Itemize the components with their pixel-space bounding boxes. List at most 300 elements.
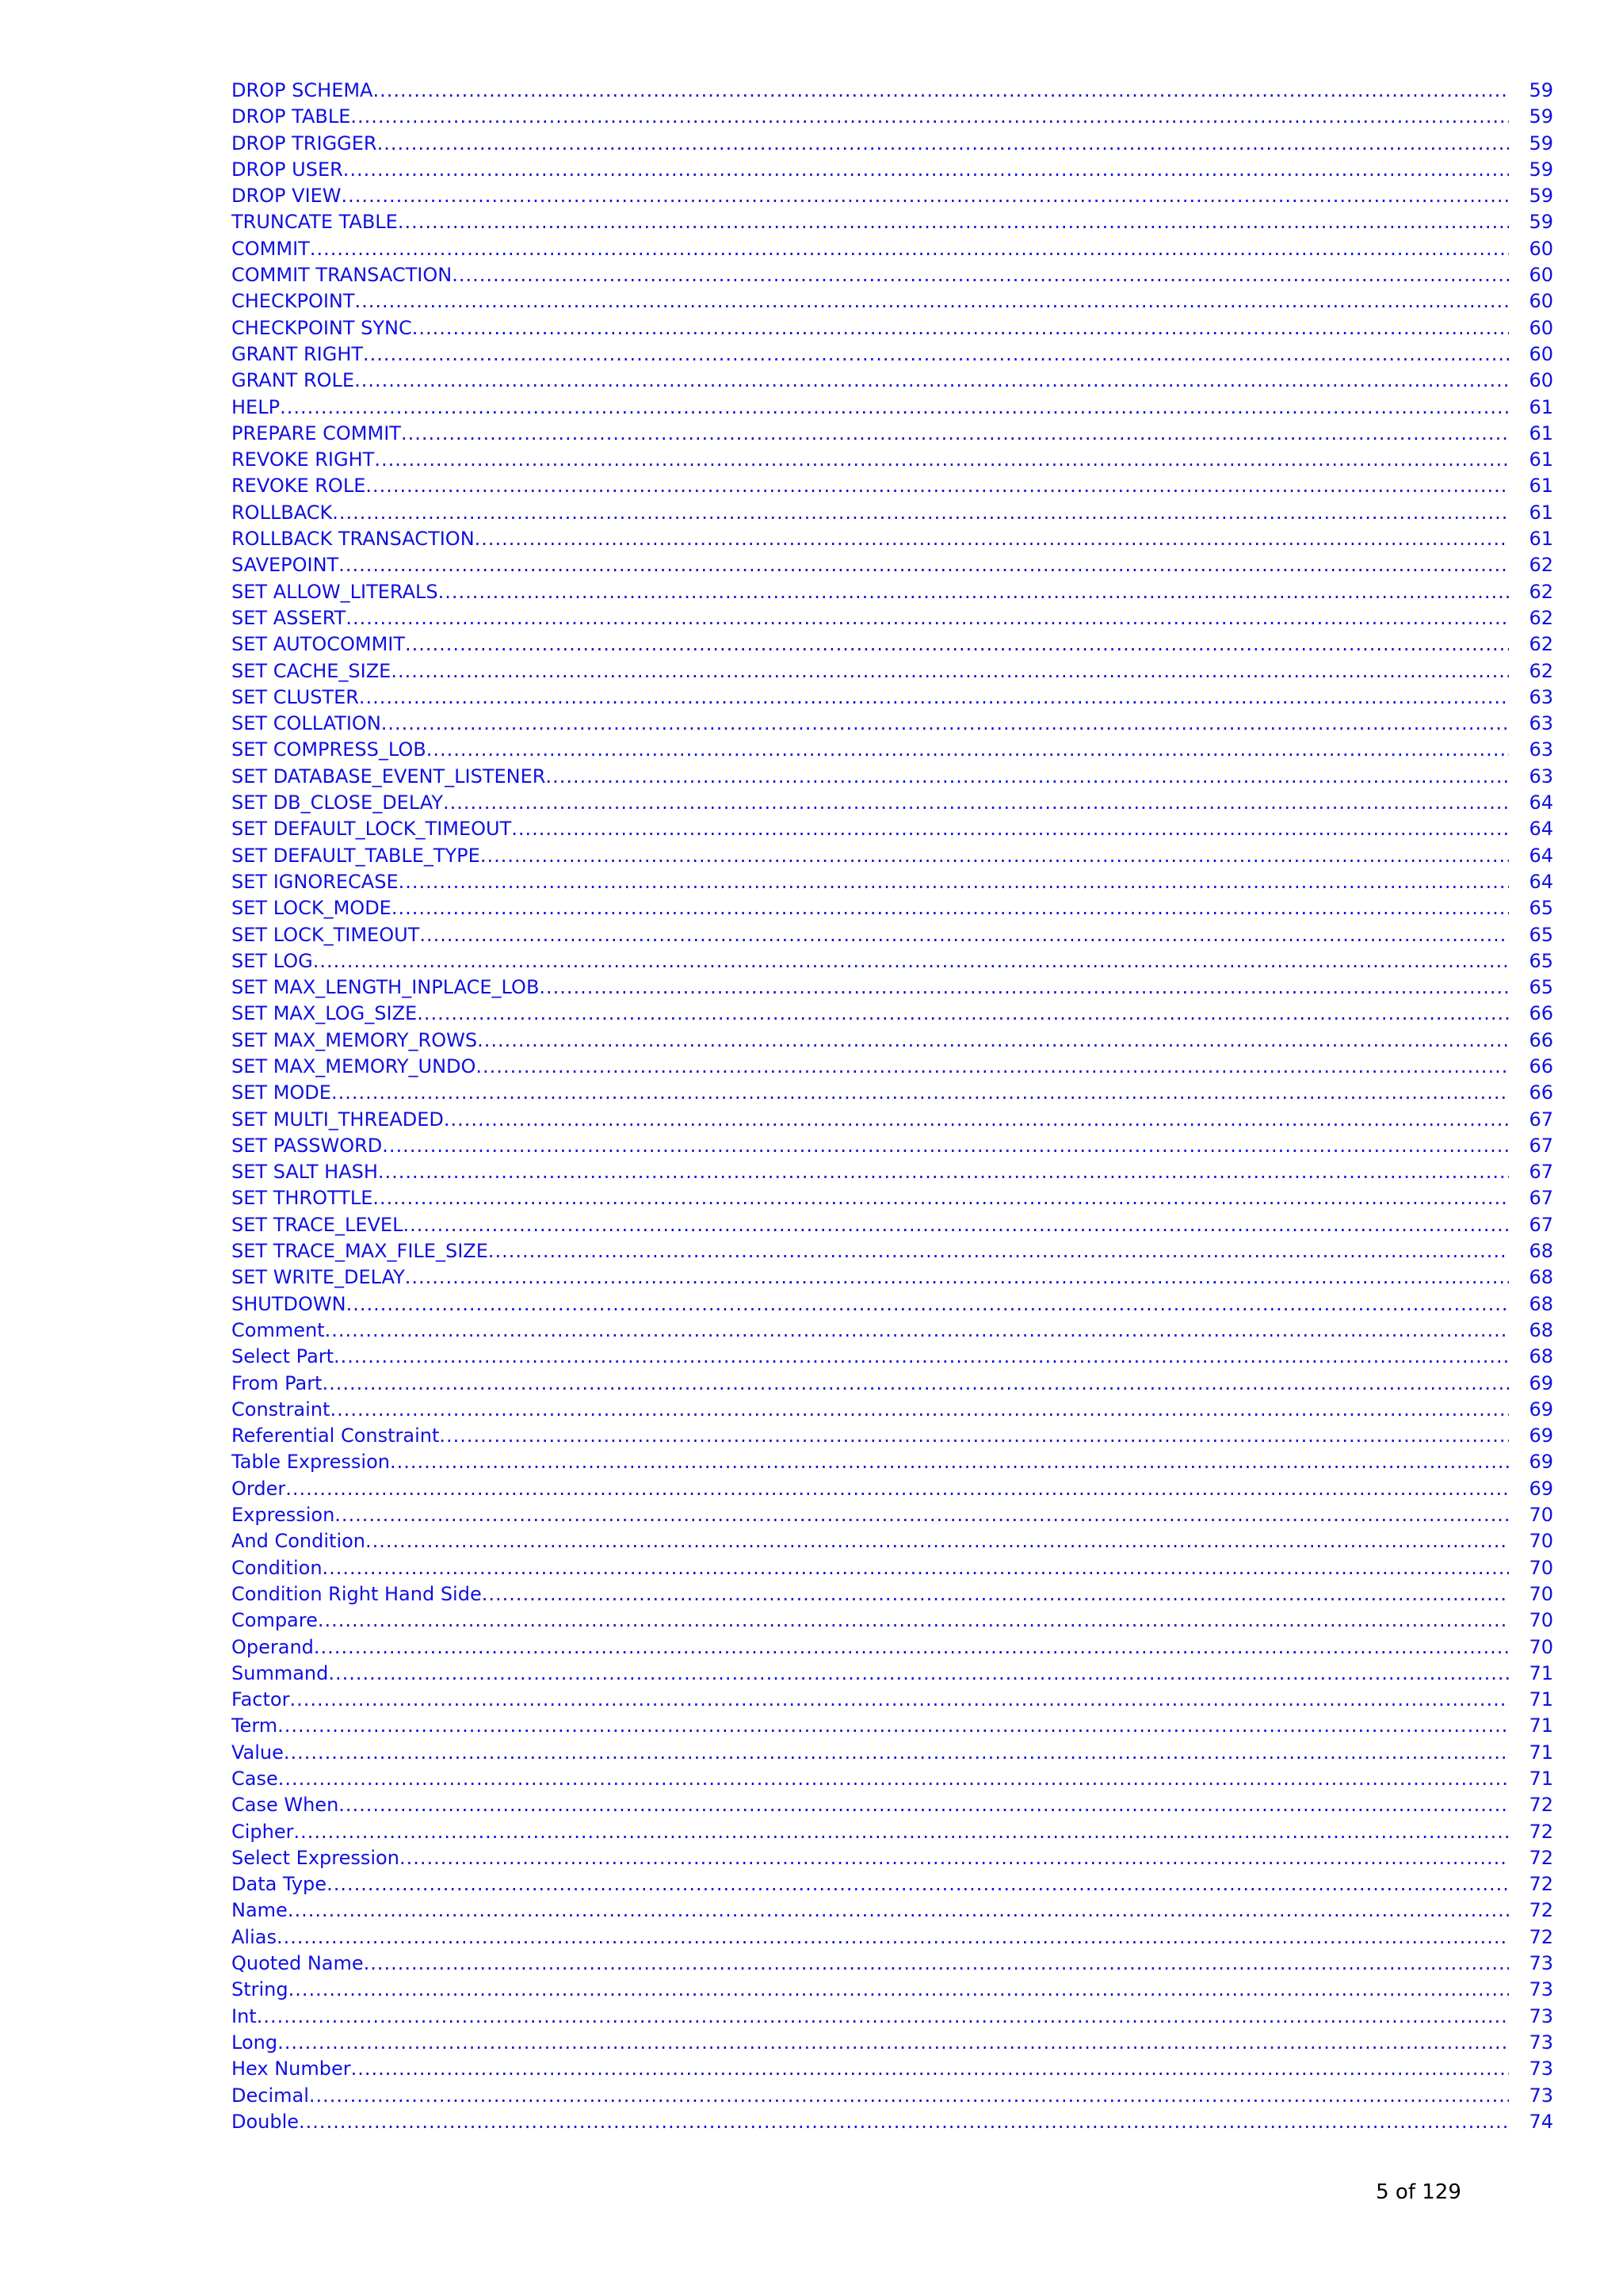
toc-dot-leader	[359, 685, 1509, 711]
toc-entry-title[interactable]: SET TRACE_LEVEL	[231, 1213, 403, 1236]
toc-dot-leader	[280, 395, 1509, 421]
toc-entry-title[interactable]: Double	[231, 2110, 300, 2133]
toc-entry-link[interactable]	[231, 1713, 1553, 1739]
toc-entry-title[interactable]: Case	[231, 1768, 278, 1790]
toc-entry-title[interactable]: ROLLBACK	[231, 501, 333, 524]
toc-entry-link[interactable]	[231, 421, 1553, 447]
toc-entry-page-number[interactable]: 62	[1529, 633, 1553, 656]
toc-entry-link[interactable]	[231, 974, 1553, 1001]
toc-entry-link[interactable]	[231, 764, 1553, 790]
toc-entry-page-number[interactable]: 67	[1529, 1187, 1553, 1210]
toc-dot-leader	[452, 262, 1509, 288]
toc-entry-title[interactable]: SET LOCK_MODE	[231, 897, 391, 920]
toc-entry-link[interactable]	[231, 658, 1553, 685]
toc-entry-link[interactable]	[231, 1397, 1553, 1423]
toc-entry-title[interactable]: SET LOG	[231, 949, 313, 972]
toc-entry-page-number[interactable]: 59	[1529, 158, 1553, 181]
toc-entry-page-number[interactable]: 60	[1529, 237, 1553, 260]
toc-dot-leader	[299, 2109, 1509, 2135]
toc-entry-title[interactable]: Term	[231, 1714, 278, 1737]
toc-entry-title[interactable]: Case When	[231, 1794, 339, 1817]
toc-entry-page-number[interactable]: 62	[1529, 554, 1553, 577]
toc-entry-link[interactable]	[231, 1528, 1553, 1554]
toc-entry-link[interactable]	[231, 1185, 1553, 1211]
toc-entry-title[interactable]: Hex Number	[231, 2058, 351, 2081]
toc-entry-title[interactable]: SET CLUSTER	[231, 685, 359, 708]
toc-entry-link[interactable]	[231, 869, 1553, 895]
toc-entry-link[interactable]	[231, 288, 1553, 315]
toc-entry-title[interactable]: ROLLBACK TRANSACTION	[231, 528, 475, 551]
toc-entry-title[interactable]: CHECKPOINT SYNC	[231, 316, 412, 339]
toc-dot-leader	[403, 1212, 1509, 1238]
toc-entry-link[interactable]	[231, 1371, 1553, 1397]
toc-dot-leader	[346, 605, 1509, 631]
toc-entry-page-number[interactable]: 69	[1529, 1451, 1553, 1474]
toc-dot-leader	[398, 209, 1509, 235]
toc-dot-leader	[313, 948, 1509, 974]
toc-entry-page-number[interactable]: 61	[1529, 395, 1553, 418]
toc-dot-leader	[334, 1344, 1509, 1370]
toc-entry-link[interactable]	[231, 1924, 1553, 1951]
toc-entry-page-number[interactable]: 64	[1529, 791, 1553, 814]
toc-entry-title[interactable]: SET AUTOCOMMIT	[231, 633, 406, 656]
toc-entry-link[interactable]	[231, 2004, 1553, 2030]
toc-entry-title[interactable]: DROP USER	[231, 158, 343, 181]
toc-entry-page-number[interactable]: 69	[1529, 1398, 1553, 1421]
toc-entry-page-number[interactable]: 65	[1529, 923, 1553, 946]
toc-entry-title[interactable]: SET MAX_MEMORY_UNDO	[231, 1055, 476, 1077]
toc-dot-leader	[417, 1001, 1509, 1027]
toc-entry-link[interactable]	[231, 1107, 1553, 1133]
toc-dot-leader	[278, 1766, 1509, 1792]
toc-entry-page-number[interactable]: 60	[1529, 264, 1553, 287]
toc-entry-link[interactable]	[231, 895, 1553, 921]
toc-dot-leader	[372, 1185, 1509, 1211]
toc-entry-title[interactable]: DROP SCHEMA	[231, 79, 373, 101]
toc-entry-link[interactable]	[231, 1740, 1553, 1766]
toc-entry-link[interactable]	[231, 1133, 1553, 1159]
toc-dot-leader	[309, 2083, 1509, 2109]
toc-entry-page-number[interactable]: 68	[1529, 1318, 1553, 1341]
toc-dot-leader	[391, 895, 1509, 921]
toc-entry-title[interactable]: Condition Right Hand Side	[231, 1582, 482, 1605]
toc-entry-link[interactable]	[231, 1661, 1553, 1687]
toc-entry-page-number[interactable]: 63	[1529, 738, 1553, 761]
toc-entry-page-number[interactable]: 60	[1529, 316, 1553, 339]
toc-entry-page-number[interactable]: 59	[1529, 211, 1553, 234]
toc-dot-leader	[277, 1713, 1509, 1739]
toc-entry-page-number[interactable]: 65	[1529, 949, 1553, 972]
toc-entry-page-number[interactable]: 61	[1529, 501, 1553, 524]
toc-entry-page-number[interactable]: 70	[1529, 1609, 1553, 1632]
toc-dot-leader	[545, 764, 1509, 790]
toc-entry-link[interactable]	[231, 1159, 1553, 1185]
toc-entry-link[interactable]	[231, 1080, 1553, 1106]
toc-dot-leader	[382, 1133, 1509, 1159]
toc-entry-page-number[interactable]: 64	[1529, 818, 1553, 841]
toc-dot-leader	[328, 1661, 1509, 1687]
toc-entry-page-number[interactable]: 71	[1529, 1714, 1553, 1737]
toc-entry-link[interactable]	[231, 1291, 1553, 1318]
toc-entry-page-number[interactable]: 69	[1529, 1425, 1553, 1447]
toc-entry-page-number[interactable]: 73	[1529, 2084, 1553, 2107]
toc-dot-leader	[511, 816, 1509, 842]
toc-entry-page-number[interactable]: 71	[1529, 1688, 1553, 1711]
toc-entry-title[interactable]: Data Type	[231, 1873, 327, 1896]
toc-entry-title[interactable]: Int	[231, 2004, 257, 2027]
toc-entry-link[interactable]	[231, 1766, 1553, 1792]
toc-entry-title[interactable]: GRANT ROLE	[231, 369, 355, 392]
toc-entry-link[interactable]	[231, 1238, 1553, 1264]
toc-entry-page-number[interactable]: 70	[1529, 1635, 1553, 1658]
toc-entry-link[interactable]	[231, 1845, 1553, 1871]
toc-entry-title[interactable]: SET MODE	[231, 1081, 331, 1104]
toc-entry-page-number[interactable]: 66	[1529, 1028, 1553, 1051]
toc-dot-leader	[390, 1449, 1509, 1475]
toc-dot-leader	[314, 1634, 1509, 1661]
toc-entry-page-number[interactable]: 62	[1529, 606, 1553, 629]
toc-entry-link[interactable]	[231, 948, 1553, 974]
toc-entry-link[interactable]	[231, 315, 1553, 341]
toc-dot-leader	[289, 1687, 1509, 1713]
toc-entry-title[interactable]: SET MAX_LENGTH_INPLACE_LOB	[231, 976, 540, 999]
toc-entry-title[interactable]: Comment	[231, 1318, 325, 1341]
toc-entry-link[interactable]	[231, 579, 1553, 605]
toc-entry-page-number[interactable]: 60	[1529, 369, 1553, 392]
toc-dot-leader	[323, 1555, 1509, 1581]
toc-entry-title[interactable]: SET COMPRESS_LOB	[231, 738, 426, 761]
toc-entry-link[interactable]	[231, 1423, 1553, 1449]
toc-entry-link[interactable]	[231, 1634, 1553, 1661]
toc-entry-title[interactable]: SET PASSWORD	[231, 1134, 383, 1157]
toc-entry-title[interactable]: Referential Constraint	[231, 1425, 440, 1447]
toc-entry-title[interactable]: TRUNCATE TABLE	[231, 211, 398, 234]
toc-dot-leader	[378, 1159, 1509, 1185]
toc-dot-leader	[334, 1502, 1509, 1528]
toc-entry-link[interactable]	[231, 78, 1553, 104]
toc-dot-leader	[342, 183, 1509, 209]
toc-entry-title[interactable]: Constraint	[231, 1398, 330, 1421]
toc-entry-link[interactable]	[231, 1264, 1553, 1291]
toc-entry-page-number[interactable]: 63	[1529, 712, 1553, 735]
toc-entry-page-number[interactable]: 64	[1529, 844, 1553, 867]
toc-entry-link[interactable]	[231, 685, 1553, 711]
toc-entry-title[interactable]: SET DEFAULT_TABLE_TYPE	[231, 844, 480, 867]
toc-dot-leader	[277, 1924, 1509, 1951]
toc-entry-title[interactable]: SET MAX_LOG_SIZE	[231, 1002, 418, 1025]
toc-entry-title[interactable]: SET SALT HASH	[231, 1161, 378, 1184]
toc-entry-title[interactable]: SET ASSERT	[231, 606, 346, 629]
toc-entry-title[interactable]: Select Expression	[231, 1846, 399, 1869]
toc-entry-title[interactable]: SET MAX_MEMORY_ROWS	[231, 1028, 478, 1051]
toc-entry-title[interactable]: Table Expression	[231, 1451, 390, 1474]
toc-entry-title[interactable]: SET THROTTLE	[231, 1187, 373, 1210]
toc-dot-leader	[350, 104, 1509, 130]
toc-dot-leader	[294, 1819, 1509, 1845]
toc-dot-leader	[325, 1318, 1509, 1344]
toc-entry-page-number[interactable]: 70	[1529, 1530, 1553, 1553]
toc-dot-leader	[310, 236, 1509, 262]
toc-dot-leader	[401, 421, 1509, 447]
toc-entry-page-number[interactable]: 72	[1529, 1925, 1553, 1948]
toc-entry-link[interactable]	[231, 500, 1553, 526]
toc-dot-leader	[331, 1080, 1509, 1106]
toc-entry-title[interactable]: SET ALLOW_LITERALS	[231, 580, 438, 603]
toc-entry-title[interactable]: Expression	[231, 1504, 335, 1527]
toc-dot-leader	[443, 790, 1509, 816]
toc-entry-title[interactable]: COMMIT	[231, 237, 310, 260]
toc-entry-link[interactable]	[231, 1001, 1553, 1027]
toc-entry-title[interactable]: SET DATABASE_EVENT_LISTENER	[231, 765, 546, 788]
toc-entry-title[interactable]: SET IGNORECASE	[231, 870, 399, 893]
toc-entry-page-number[interactable]: 61	[1529, 475, 1553, 498]
toc-entry-page-number[interactable]: 63	[1529, 765, 1553, 788]
toc-entry-page-number[interactable]: 66	[1529, 1081, 1553, 1104]
toc-dot-leader	[426, 737, 1509, 763]
toc-entry-page-number[interactable]: 68	[1529, 1292, 1553, 1315]
toc-dot-leader	[288, 1897, 1509, 1924]
toc-entry-page-number[interactable]: 72	[1529, 1794, 1553, 1817]
toc-entry-page-number[interactable]: 59	[1529, 185, 1553, 208]
toc-entry-title[interactable]: Select Part	[231, 1345, 334, 1368]
toc-entry-title[interactable]: SAVEPOINT	[231, 554, 339, 577]
toc-entry-page-number[interactable]: 73	[1529, 2004, 1553, 2027]
toc-entry-page-number[interactable]: 63	[1529, 685, 1553, 708]
toc-entry-page-number[interactable]: 66	[1529, 1055, 1553, 1077]
toc-entry-page-number[interactable]: 68	[1529, 1345, 1553, 1368]
toc-entry-page-number[interactable]: 68	[1529, 1266, 1553, 1289]
toc-entry-link[interactable]	[231, 1449, 1553, 1475]
toc-dot-leader	[374, 447, 1509, 473]
toc-entry-link[interactable]	[231, 262, 1553, 288]
toc-entry-title[interactable]: DROP TRIGGER	[231, 132, 377, 154]
toc-entry-title[interactable]: Value	[231, 1741, 284, 1764]
toc-entry-title[interactable]: Order	[231, 1477, 286, 1500]
toc-entry-page-number[interactable]: 71	[1529, 1661, 1553, 1684]
toc-entry-title[interactable]: Compare	[231, 1609, 318, 1632]
toc-entry-link[interactable]	[231, 1502, 1553, 1528]
toc-entry-page-number[interactable]: 60	[1529, 342, 1553, 365]
toc-entry-page-number[interactable]: 67	[1529, 1108, 1553, 1131]
toc-entry-link[interactable]	[231, 737, 1553, 763]
toc-entry-link[interactable]	[231, 1897, 1553, 1924]
toc-entry-page-number[interactable]: 65	[1529, 976, 1553, 999]
toc-entry-link[interactable]	[231, 473, 1553, 499]
toc-entry-page-number[interactable]: 72	[1529, 1820, 1553, 1843]
toc-entry-link[interactable]	[231, 1344, 1553, 1370]
toc-entry-page-number[interactable]: 59	[1529, 105, 1553, 128]
toc-entry-title[interactable]: Alias	[231, 1925, 277, 1948]
toc-entry-page-number[interactable]: 61	[1529, 448, 1553, 471]
toc-dot-leader	[288, 1977, 1509, 2003]
toc-dot-leader	[284, 1740, 1509, 1766]
toc-entry-page-number[interactable]: 74	[1529, 2110, 1553, 2133]
toc-entry-link[interactable]	[231, 790, 1553, 816]
toc-entry-link[interactable]	[231, 552, 1553, 578]
toc-entry-page-number[interactable]: 60	[1529, 290, 1553, 313]
toc-dot-leader	[363, 341, 1509, 368]
toc-entry-link[interactable]	[231, 1951, 1553, 1977]
toc-dot-leader	[439, 1423, 1509, 1449]
toc-entry-title[interactable]: DROP TABLE	[231, 105, 351, 128]
toc-entry-page-number[interactable]: 71	[1529, 1741, 1553, 1764]
toc-entry-title[interactable]: Operand	[231, 1635, 314, 1658]
toc-dot-leader	[412, 315, 1509, 341]
toc-entry-link[interactable]	[231, 104, 1553, 130]
toc-dot-leader	[330, 1397, 1509, 1423]
toc-entry-page-number[interactable]: 69	[1529, 1477, 1553, 1500]
toc-dot-leader	[405, 631, 1509, 658]
toc-entry-title[interactable]: SET CACHE_SIZE	[231, 659, 391, 682]
toc-entry-page-number[interactable]: 62	[1529, 659, 1553, 682]
page-number: 5 of 129	[1376, 2180, 1461, 2204]
toc-entry-title[interactable]: Decimal	[231, 2084, 309, 2107]
toc-dot-leader	[399, 869, 1509, 895]
toc-entry-page-number[interactable]: 67	[1529, 1213, 1553, 1236]
toc-entry-link[interactable]	[231, 922, 1553, 948]
toc-dot-leader	[277, 2030, 1509, 2056]
toc-dot-leader	[444, 1107, 1509, 1133]
toc-entry-link[interactable]	[231, 1054, 1553, 1080]
toc-entry-page-number[interactable]: 67	[1529, 1161, 1553, 1184]
toc-entry-page-number[interactable]: 73	[1529, 2031, 1553, 2054]
toc-dot-leader	[354, 368, 1509, 394]
toc-entry-link[interactable]	[231, 605, 1553, 631]
toc-entry-link[interactable]	[231, 1687, 1553, 1713]
toc-entry-link[interactable]	[231, 1608, 1553, 1634]
toc-entry-title[interactable]: String	[231, 1978, 288, 2001]
toc-entry-link[interactable]	[231, 1555, 1553, 1581]
toc-entry-title[interactable]: HELP	[231, 395, 281, 418]
toc-entry-page-number[interactable]: 70	[1529, 1504, 1553, 1527]
toc-entry-title[interactable]: SET TRACE_MAX_FILE_SIZE	[231, 1240, 488, 1263]
toc-entry-title[interactable]: GRANT RIGHT	[231, 342, 364, 365]
toc-entry-link[interactable]	[231, 1318, 1553, 1344]
toc-dot-leader	[285, 1476, 1509, 1502]
toc-entry-page-number[interactable]: 65	[1529, 897, 1553, 920]
toc-entry-title[interactable]: CHECKPOINT	[231, 290, 355, 313]
toc-entry-page-number[interactable]: 59	[1529, 132, 1553, 154]
toc-entry-page-number[interactable]: 72	[1529, 1899, 1553, 1922]
toc-entry-link[interactable]	[231, 1212, 1553, 1238]
toc-dot-leader	[338, 1792, 1509, 1818]
toc-entry-title[interactable]: SET WRITE_DELAY	[231, 1266, 405, 1289]
toc-dot-leader	[391, 658, 1509, 685]
toc-entry-link[interactable]	[231, 1792, 1553, 1818]
toc-entry-title[interactable]: SET COLLATION	[231, 712, 381, 735]
toc-dot-leader	[257, 2004, 1509, 2030]
toc-entry-page-number[interactable]: 73	[1529, 1952, 1553, 1975]
toc-entry-title[interactable]: SET DEFAULT_LOCK_TIMEOUT	[231, 818, 512, 841]
toc-dot-leader	[381, 711, 1509, 737]
toc-entry-page-number[interactable]: 70	[1529, 1556, 1553, 1579]
toc-entry-page-number[interactable]: 62	[1529, 580, 1553, 603]
toc-entry-link[interactable]	[231, 2083, 1553, 2109]
toc-entry-page-number[interactable]: 73	[1529, 2058, 1553, 2081]
toc-entry-link[interactable]	[231, 209, 1553, 235]
toc-entry-page-number[interactable]: 69	[1529, 1371, 1553, 1394]
toc-entry-title[interactable]: Factor	[231, 1688, 290, 1711]
toc-dot-leader	[377, 131, 1509, 157]
toc-entry-title[interactable]: SHUTDOWN	[231, 1292, 346, 1315]
toc-dot-leader	[365, 1528, 1509, 1554]
toc-entry-title[interactable]: SET LOCK_TIMEOUT	[231, 923, 420, 946]
toc-dot-leader	[355, 288, 1509, 315]
toc-entry-page-number[interactable]: 64	[1529, 870, 1553, 893]
toc-entry-page-number[interactable]: 67	[1529, 1134, 1553, 1157]
toc-entry-link[interactable]	[231, 1476, 1553, 1502]
toc-dot-leader	[332, 500, 1509, 526]
toc-entry-link[interactable]	[231, 711, 1553, 737]
toc-entry-link[interactable]	[231, 843, 1553, 869]
toc-entry-title[interactable]: Condition	[231, 1556, 323, 1579]
toc-entry-title[interactable]: DROP VIEW	[231, 185, 342, 208]
toc-entry-link[interactable]	[231, 631, 1553, 658]
toc-entry-title[interactable]: COMMIT TRANSACTION	[231, 264, 453, 287]
toc-entry-title[interactable]: Cipher	[231, 1820, 294, 1843]
toc-entry-title[interactable]: REVOKE RIGHT	[231, 448, 375, 471]
toc-entry-link[interactable]	[231, 1977, 1553, 2003]
toc-dot-leader	[399, 1845, 1509, 1871]
toc-entry-link[interactable]	[231, 157, 1553, 183]
toc-entry-title[interactable]: Summand	[231, 1661, 329, 1684]
toc-dot-leader	[327, 1871, 1509, 1897]
toc-dot-leader	[338, 552, 1509, 578]
toc-entry-link[interactable]	[231, 1871, 1553, 1897]
table-of-contents	[231, 78, 1553, 2135]
toc-entry-title[interactable]: SET MULTI_THREADED	[231, 1108, 444, 1131]
toc-entry-title[interactable]: REVOKE ROLE	[231, 475, 366, 498]
toc-dot-leader	[480, 843, 1509, 869]
toc-entry-title[interactable]: From Part	[231, 1371, 323, 1394]
toc-entry-link[interactable]	[231, 447, 1553, 473]
toc-entry-link[interactable]	[231, 2056, 1553, 2082]
toc-entry-link[interactable]	[231, 1028, 1553, 1054]
toc-entry-link[interactable]	[231, 526, 1553, 552]
toc-entry-page-number[interactable]: 59	[1529, 79, 1553, 101]
toc-entry-link[interactable]	[231, 131, 1553, 157]
toc-entry-link[interactable]	[231, 341, 1553, 368]
toc-entry-page-number[interactable]: 71	[1529, 1768, 1553, 1790]
toc-entry-title[interactable]: Quoted Name	[231, 1952, 364, 1975]
toc-entry-page-number[interactable]: 61	[1529, 421, 1553, 444]
toc-entry-link[interactable]	[231, 2030, 1553, 2056]
toc-entry-link[interactable]	[231, 236, 1553, 262]
toc-entry-link[interactable]	[231, 2109, 1553, 2135]
toc-entry-page-number[interactable]: 72	[1529, 1846, 1553, 1869]
toc-entry-title[interactable]: And Condition	[231, 1530, 366, 1553]
toc-entry-page-number[interactable]: 61	[1529, 528, 1553, 551]
toc-dot-leader	[419, 922, 1509, 948]
toc-entry-title[interactable]: SET DB_CLOSE_DELAY	[231, 791, 443, 814]
toc-entry-title[interactable]: Name	[231, 1899, 288, 1922]
toc-entry-link[interactable]	[231, 395, 1553, 421]
toc-entry-link[interactable]	[231, 1581, 1553, 1608]
toc-entry-page-number[interactable]: 72	[1529, 1873, 1553, 1896]
toc-entry-title[interactable]: Long	[231, 2031, 278, 2054]
toc-entry-page-number[interactable]: 68	[1529, 1240, 1553, 1263]
toc-dot-leader	[482, 1581, 1509, 1608]
toc-entry-page-number[interactable]: 70	[1529, 1582, 1553, 1605]
toc-entry-page-number[interactable]: 73	[1529, 1978, 1553, 2001]
toc-dot-leader	[475, 526, 1509, 552]
toc-entry-link[interactable]	[231, 1819, 1553, 1845]
toc-entry-link[interactable]	[231, 816, 1553, 842]
toc-entry-link[interactable]	[231, 183, 1553, 209]
toc-entry-page-number[interactable]: 66	[1529, 1002, 1553, 1025]
toc-entry-link[interactable]	[231, 368, 1553, 394]
toc-entry-title[interactable]: PREPARE COMMIT	[231, 421, 401, 444]
